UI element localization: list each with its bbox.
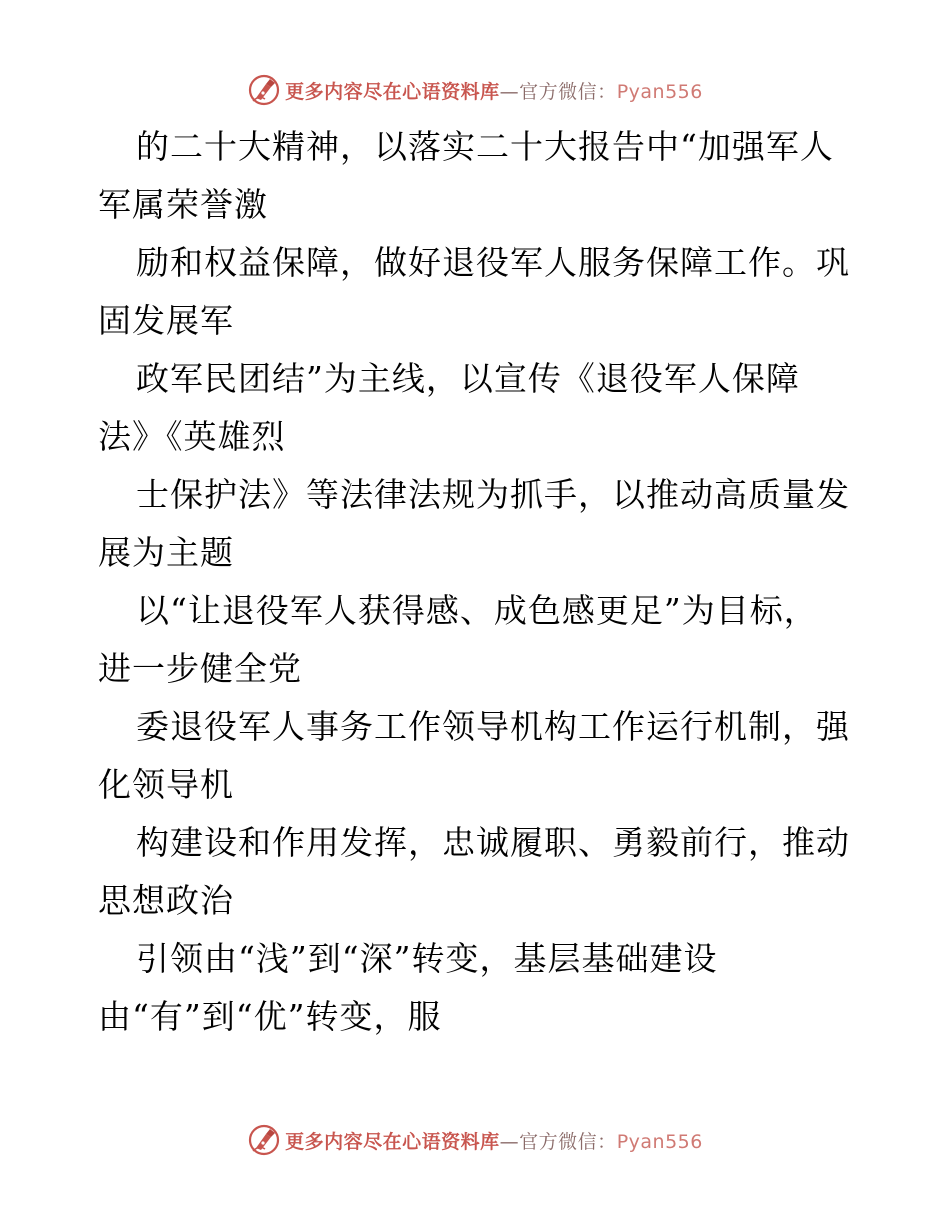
body-line: 进一步健全党	[98, 649, 302, 688]
pen-nib-logo-icon	[247, 73, 281, 107]
header-banner-text	[285, 77, 703, 104]
body-line: 政军民团结”为主线，以宣传《退役军人保障	[136, 359, 800, 398]
body-line: 委退役军人事务工作领导机构工作运行机制，强	[136, 707, 850, 746]
body-line: 由“有”到“优”转变，服	[98, 997, 442, 1036]
footer-banner-inner	[247, 1123, 703, 1157]
footer-banner	[0, 1120, 950, 1160]
body-line: 励和权益保障，做好退役军人服务保障工作。巩	[136, 243, 850, 282]
footer-banner-dash: —	[499, 1130, 520, 1153]
header-banner-wechat-label: 官方微信：	[519, 80, 617, 103]
pen-nib-logo-icon	[247, 1123, 281, 1157]
body-line: 法》《英雄烈	[98, 417, 286, 456]
body-line: 军属荣誉激	[98, 185, 268, 224]
footer-banner-slogan: 更多内容尽在心语资料库	[285, 1130, 500, 1153]
body-line: 引领由“浅”到“深”转变，基层基础建设	[136, 939, 718, 978]
document-body	[98, 118, 858, 1046]
header-banner	[0, 70, 950, 110]
header-banner-wechat-id: Pyan556	[616, 80, 703, 103]
footer-banner-wechat-label: 官方微信：	[519, 1130, 617, 1153]
body-line: 展为主题	[98, 533, 234, 572]
header-banner-inner	[247, 73, 703, 107]
body-line: 士保护法》等法律法规为抓手，以推动高质量发	[136, 475, 850, 514]
body-line: 思想政治	[98, 881, 234, 920]
header-banner-slogan: 更多内容尽在心语资料库	[285, 80, 500, 103]
body-line: 构建设和作用发挥，忠诚履职、勇毅前行，推动	[136, 823, 850, 862]
header-banner-dash: —	[499, 80, 520, 103]
footer-banner-wechat-id: Pyan556	[616, 1130, 703, 1153]
body-line: 以“让退役军人获得感、成色感更足”为目标，	[136, 591, 818, 630]
body-line: 的二十大精神，以落实二十大报告中“加强军人	[136, 127, 834, 166]
footer-banner-text	[285, 1127, 703, 1154]
body-line: 化领导机	[98, 765, 234, 804]
body-line: 固发展军	[98, 301, 234, 340]
